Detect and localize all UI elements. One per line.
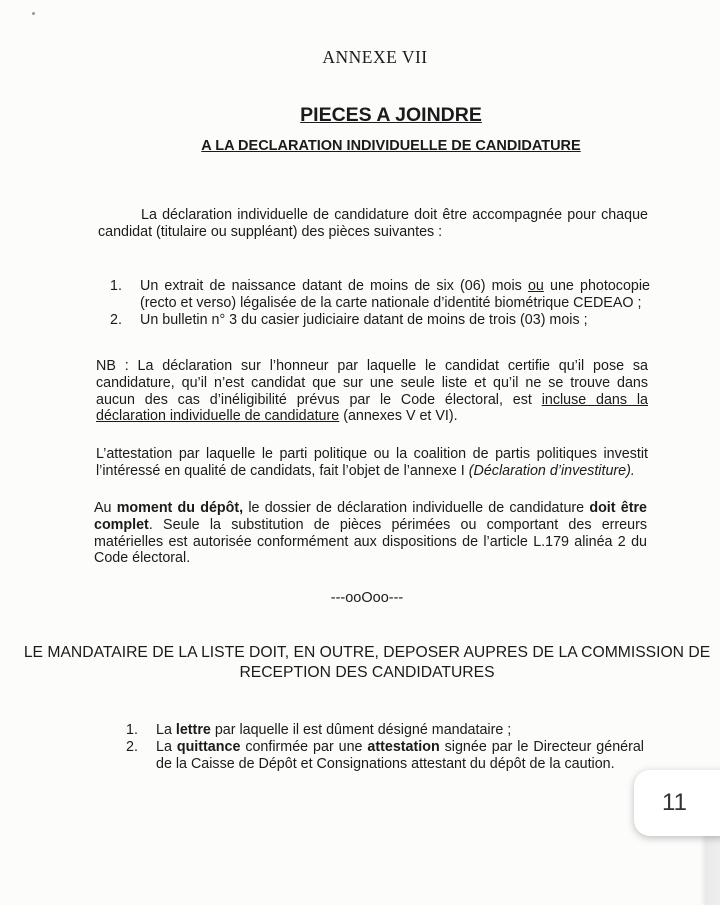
list-item — [110, 312, 650, 329]
depot-text: . Seule la substitution de pièces périmées ou comportant des erreurs matérielles est autorisée conformément aux dispositions de l’article L.179 alinéa 2 du Code électoral. — [94, 516, 647, 567]
list-item — [126, 739, 644, 773]
document-title: PIECES A JOINDRE — [300, 104, 482, 126]
list-bold: attestation — [367, 738, 440, 755]
list-number: 1. — [110, 278, 122, 294]
list-text: La — [156, 738, 177, 755]
intro-text: La déclaration individuelle de candidature doit être accompagnée pour chaque candidat (titulaire ou suppléant) des pièces suivantes : — [98, 207, 648, 240]
document-subtitle: A LA DECLARATION INDIVIDUELLE DE CANDIDATURE — [201, 138, 581, 154]
mandataire-list — [126, 722, 644, 772]
pieces-list — [110, 278, 650, 328]
list-text: une photocopie (recto et verso) légalisée de la carte nationale d’identité biométrique CEDEAO ; — [140, 278, 650, 311]
list-text: La — [156, 722, 176, 738]
nb-end: (annexes V et VI). — [339, 408, 458, 425]
list-item — [110, 278, 650, 312]
list-text: Un bulletin n° 3 du casier judiciaire datant de moins de trois (03) mois ; — [140, 311, 588, 328]
separator: ---ooOoo--- — [330, 590, 404, 606]
intro-paragraph — [98, 207, 648, 241]
annexe-label: ANNEXE VII — [322, 47, 428, 67]
list-number: 1. — [126, 722, 138, 738]
nb-underlined: incluse dans la déclaration individuelle de candidature — [96, 391, 648, 425]
page-number-badge: 11 — [634, 770, 720, 836]
list-item — [126, 722, 644, 739]
depot-paragraph — [94, 500, 647, 567]
depot-prefix: Au — [94, 500, 117, 516]
list-number: 2. — [126, 738, 138, 755]
scan-speck — [32, 12, 35, 15]
nb-text: NB : La déclaration sur l’honneur par laquelle le candidat certifie qu’il pose sa candidature, qu’il n’est candidat que sur une seule liste et qu’il ne se trouve dans aucun des cas d’inéligibilité prévus par le Code électoral, est — [96, 358, 648, 408]
depot-bold: moment du dépôt, — [116, 500, 244, 516]
attestation-text: L’attestation par laquelle le parti politique ou la coalition de partis politiques investit l’intéressé en qualité de candidats, fait l’objet de l’annexe I — [96, 446, 648, 479]
list-text: signée par le Directeur général de la Caisse de Dépôt et Consignations attestant du dépôt de la caution. — [156, 738, 644, 772]
list-text: confirmée par une — [240, 738, 368, 755]
mandataire-heading: LE MANDATAIRE DE LA LISTE DOIT, EN OUTRE, DEPOSER AUPRES DE LA COMMISSION DE RECEPTION DES CANDIDATURES — [23, 644, 711, 681]
attestation-italic: (Déclaration d’investiture). — [468, 462, 635, 479]
list-bold: quittance — [176, 738, 241, 755]
list-text: par laquelle il est dûment désigné mandataire ; — [210, 722, 512, 738]
list-text-underlined: ou — [527, 278, 544, 294]
depot-text: le dossier de déclaration individuelle de candidature — [243, 500, 590, 516]
depot-bold: doit être complet — [94, 500, 647, 533]
nb-paragraph — [96, 358, 648, 425]
attestation-paragraph — [96, 446, 648, 480]
list-number: 2. — [110, 311, 122, 328]
list-text: Un extrait de naissance datant de moins de six (06) mois — [140, 278, 528, 294]
list-bold: lettre — [175, 722, 211, 738]
